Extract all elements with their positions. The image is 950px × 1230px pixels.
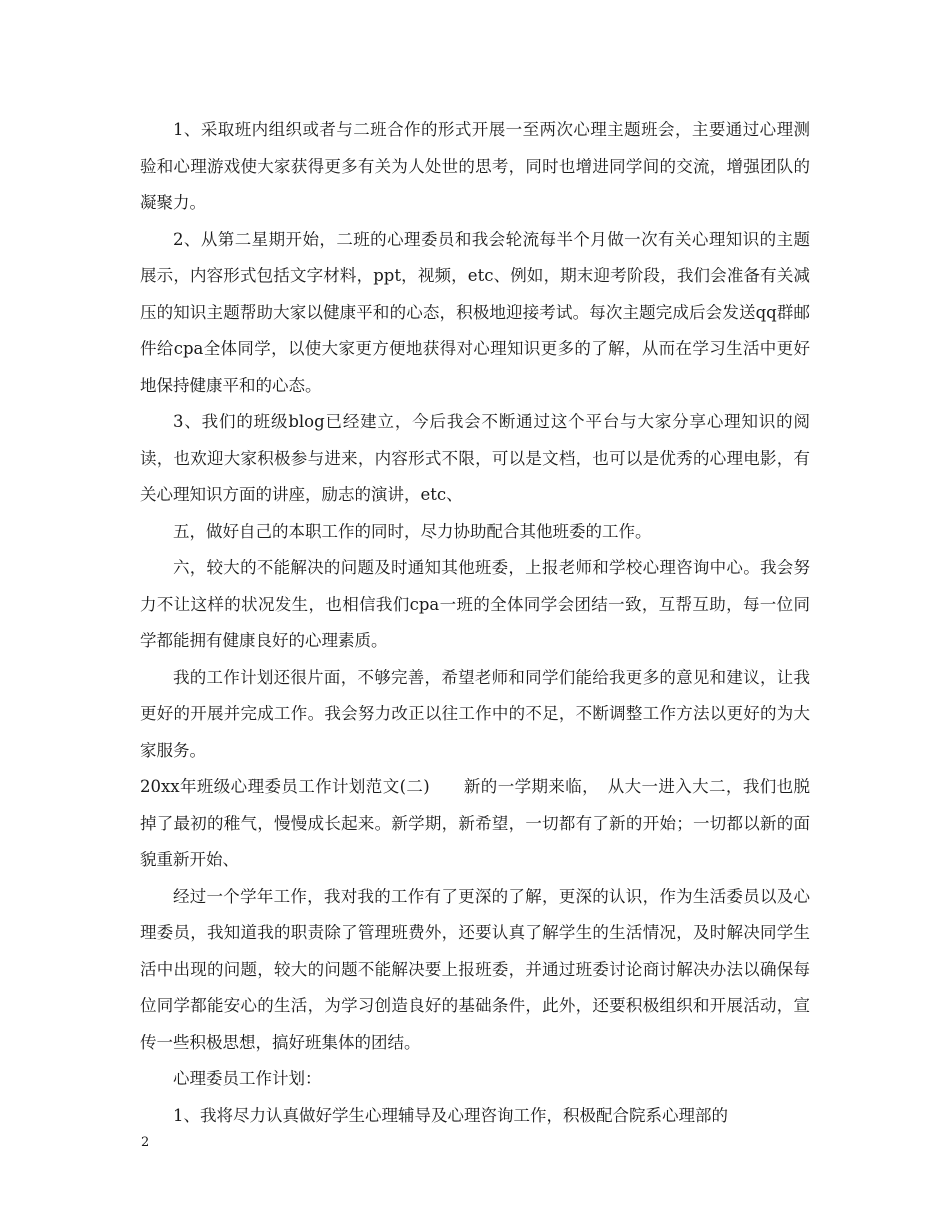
- paragraph-8: 经过一个学年工作，我对我的工作有了更深的了解，更深的认识，作为生活委员以及心理委员，我知道我的职责除了管理班费外，还要认真了解学生的生活情况，及时解决同学生活中出现的问题，较大的问题不能解决要上报班委，并通过班委讨论商讨解决办法以确保每位同学都能安心的生活，为学习创造良好的基础条件，此外，还要积极组织和开展活动，宣传一些积极思想，搞好班集体的团结。: [140, 886, 810, 1052]
- paragraph-5: 六，较大的不能解决的问题及时通知其他班委，上报老师和学校心理咨询中心。我会努力不让这样的状况发生，也相信我们cpa一班的全体同学会团结一致，互帮互助，每一位同学都能拥有健康良好的心理素质。: [140, 558, 810, 650]
- paragraph-3: 3、我们的班级blog已经建立，今后我会不断通过这个平台与大家分享心理知识的阅读，也欢迎大家积极参与进来，内容形式不限，可以是文档，也可以是优秀的心理电影，有关心理知识方面的讲座，励志的演讲，etc、: [140, 412, 810, 504]
- paragraph-7-section-heading: 20xx年班级心理委员工作计划范文(二) 新的一学期来临， 从大一进入大二，我们也脱掉了最初的稚气，慢慢成长起来。新学期，新希望，一切都有了新的开始；一切都以新的面貌重新开始、: [140, 777, 810, 869]
- paragraph-9: 心理委员工作计划：: [173, 1069, 322, 1088]
- document-body: [140, 112, 810, 1134]
- paragraph-1: 1、采取班内组织或者与二班合作的形式开展一至两次心理主题班会，主要通过心理测验和心理游戏使大家获得更多有关为人处世的思考，同时也增进同学间的交流，增强团队的凝聚力。: [140, 120, 810, 212]
- page-number: 2: [141, 1135, 150, 1150]
- paragraph-4: 五，做好自己的本职工作的同时，尽力协助配合其他班委的工作。: [173, 521, 652, 541]
- paragraph-10: 1、我将尽力认真做好学生心理辅导及心理咨询工作，积极配合院系心理部的: [173, 1105, 728, 1125]
- paragraph-6: 我的工作计划还很片面，不够完善，希望老师和同学们能给我更多的意见和建议，让我更好的开展并完成工作。我会努力改正以往工作中的不足，不断调整工作方法以更好的为大家服务。: [140, 667, 810, 760]
- paragraph-2: 2、从第二星期开始，二班的心理委员和我会轮流每半个月做一次有关心理知识的主题展示，内容形式包括文字材料，ppt，视频，etc、例如，期末迎考阶段，我们会准备有关减压的知识主题帮助大家以健康平和的心态，积极地迎接考试。每次主题完成后会发送qq群邮件给cpa全体同学，以使大家更方便地获得对心理知识更多的了解，从而在学习生活中更好地保持健康平和的心态。: [140, 229, 810, 395]
